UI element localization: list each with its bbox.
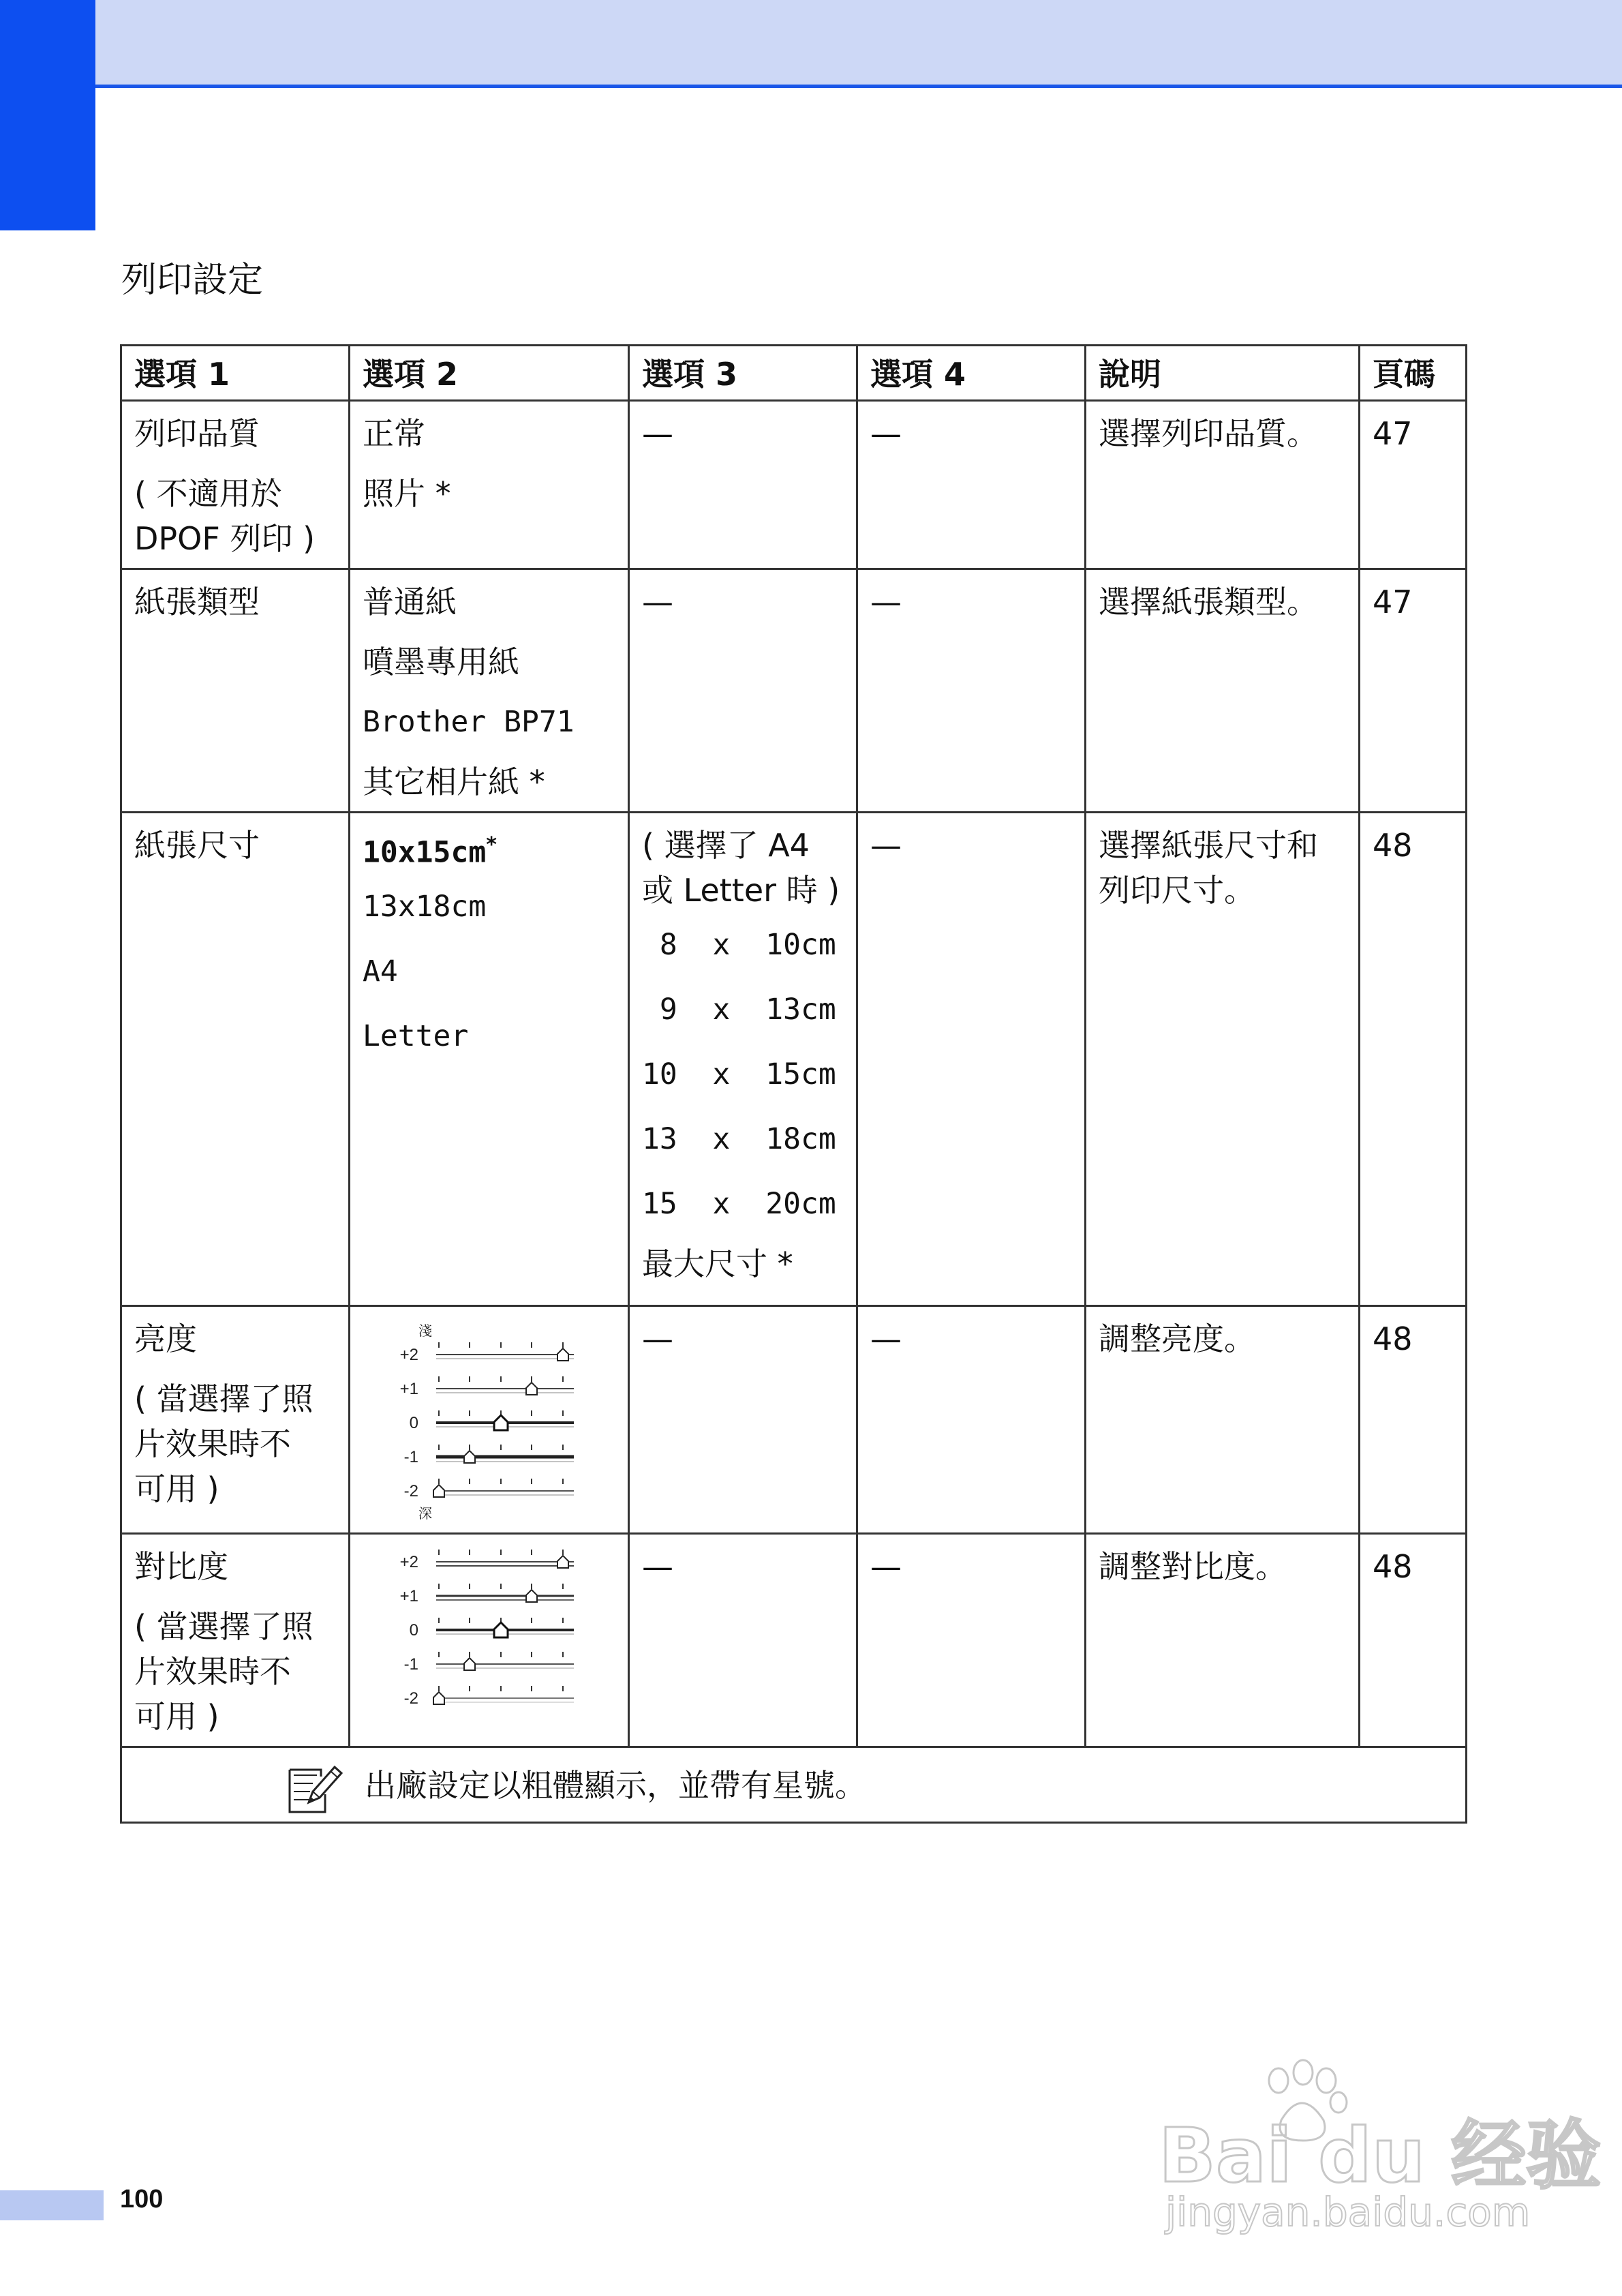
cell-option-2	[350, 1306, 629, 1534]
table-header-row	[121, 346, 1467, 401]
section-title: 列印設定	[121, 260, 264, 301]
slider-knob-icon	[557, 1348, 568, 1361]
option-value: 普通紙	[363, 584, 457, 620]
dash: —	[870, 827, 902, 864]
chapter-tab	[0, 0, 95, 230]
scale-level-label: 0	[409, 1414, 418, 1432]
cell-description	[1086, 401, 1360, 569]
description-line: 選擇紙張尺寸和	[1099, 827, 1318, 864]
option-note-line: 可用 )	[134, 1698, 219, 1735]
print-size-option: 10 x 15cm	[642, 1057, 836, 1091]
header-option-1: 選項 1	[121, 346, 350, 401]
option-title: 紙張類型	[134, 584, 260, 620]
cell-description	[1086, 569, 1360, 813]
print-size-option: 最大尺寸 *	[642, 1245, 793, 1282]
table-note-row	[121, 1747, 1467, 1823]
scale-level-label: -1	[403, 1448, 418, 1466]
table-row-contrast	[121, 1534, 1467, 1747]
print-size-option: 13 x 18cm	[642, 1122, 836, 1156]
dash: —	[870, 584, 902, 620]
brightness-scale	[363, 1320, 567, 1525]
option-value: 13x18cm	[363, 890, 487, 924]
baidu-watermark	[1145, 2052, 1602, 2236]
scale-level-label: -2	[403, 1482, 418, 1500]
cell-option-3	[629, 813, 857, 1306]
dash: —	[642, 1548, 673, 1585]
option-value: A4	[363, 954, 398, 989]
option-note-line: ( 不適用於	[134, 475, 282, 512]
cell-option-4	[857, 1306, 1086, 1534]
brightness-slider-plus-2	[400, 1342, 574, 1364]
cell-option-1	[121, 813, 350, 1306]
contrast-slider-plus-2	[400, 1550, 574, 1571]
contrast-scale	[363, 1548, 567, 1719]
page-number: 100	[120, 2185, 164, 2214]
page-ref: 47	[1373, 584, 1413, 620]
header-option-2: 選項 2	[350, 346, 629, 401]
cell-option-1	[121, 1306, 350, 1534]
slider-knob-icon	[494, 1415, 508, 1430]
brightness-slider-plus-1	[400, 1376, 574, 1398]
option-note-line: 片效果時不	[134, 1425, 291, 1462]
slider-knob-icon	[557, 1556, 568, 1568]
option-note-line: 片效果時不	[134, 1653, 291, 1690]
cell-option-4	[857, 1534, 1086, 1747]
default-size: 10x15cm	[363, 835, 487, 870]
option-value: Letter	[363, 1019, 469, 1054]
option-note-line: ( 當選擇了照	[134, 1380, 313, 1417]
cell-description	[1086, 1306, 1360, 1534]
cell-option-3	[629, 569, 857, 813]
default-asterisk: *	[486, 833, 497, 857]
cell-option-2	[350, 401, 629, 569]
note-cell	[121, 1747, 1467, 1823]
slider-knob-icon	[464, 1451, 475, 1463]
option-title: 紙張尺寸	[134, 827, 260, 864]
slider-knob-icon	[433, 1692, 444, 1704]
scale-level-label: +1	[399, 1380, 418, 1398]
contrast-slider-zero	[410, 1618, 574, 1640]
cell-page	[1360, 813, 1467, 1306]
header-option-4: 選項 4	[857, 346, 1086, 401]
cell-option-2	[350, 1534, 629, 1747]
cell-page	[1360, 401, 1467, 569]
page-ref: 48	[1373, 827, 1413, 864]
option-value: 其它相片紙 *	[363, 764, 545, 800]
option-value: 正常	[363, 415, 425, 452]
cell-option-1	[121, 401, 350, 569]
cell-option-4	[857, 569, 1086, 813]
option-title: 亮度	[134, 1320, 197, 1357]
option-title: 列印品質	[134, 415, 260, 452]
cell-description	[1086, 1534, 1360, 1747]
cell-option-2	[350, 813, 629, 1306]
cell-page	[1360, 569, 1467, 813]
option-note-line: 或 Letter 時 )	[642, 872, 840, 909]
print-size-option: 8 x 10cm	[642, 928, 836, 962]
watermark-brand: Bai du 经验	[1159, 2112, 1602, 2199]
slider-knob-icon	[464, 1658, 475, 1670]
dash: —	[642, 1320, 673, 1357]
slider-knob-icon	[433, 1485, 444, 1497]
scale-level-label: +2	[399, 1346, 418, 1364]
scale-light-label: 淺	[418, 1323, 432, 1339]
scale-level-label: -1	[403, 1655, 418, 1674]
header-band	[0, 0, 1622, 87]
brightness-scale-graphic	[363, 1320, 567, 1525]
scale-level-label: -2	[403, 1689, 418, 1708]
page-ref: 48	[1373, 1548, 1413, 1585]
scale-dark-label: 深	[418, 1505, 432, 1522]
scale-level-label: +2	[399, 1553, 418, 1571]
brightness-slider-minus-1	[404, 1445, 574, 1466]
cell-option-1	[121, 1534, 350, 1747]
header-rule	[95, 85, 1622, 88]
slider-knob-icon	[494, 1622, 508, 1637]
table-row-brightness	[121, 1306, 1467, 1534]
note-pencil-icon	[284, 1760, 341, 1817]
brightness-slider-zero	[410, 1410, 574, 1432]
description-text: 選擇紙張類型。	[1099, 584, 1318, 620]
cell-option-1	[121, 569, 350, 813]
table-row-paper-type	[121, 569, 1467, 813]
cell-option-3	[629, 1534, 857, 1747]
description-line: 列印尺寸。	[1099, 872, 1255, 909]
contrast-slider-minus-2	[404, 1686, 574, 1708]
print-size-option: 15 x 20cm	[642, 1187, 836, 1221]
page-ref: 47	[1373, 415, 1413, 452]
dash: —	[642, 415, 673, 452]
cell-page	[1360, 1306, 1467, 1534]
table-row-print-quality	[121, 401, 1467, 569]
note-text: 出廠設定以粗體顯示，並帶有星號。	[365, 1767, 866, 1804]
header-page: 頁碼	[1360, 346, 1467, 401]
page-ref: 48	[1373, 1320, 1413, 1357]
cell-option-3	[629, 1306, 857, 1534]
option-title: 對比度	[134, 1548, 228, 1585]
dash: —	[870, 1548, 902, 1585]
option-default-value	[363, 823, 617, 875]
header-option-3: 選項 3	[629, 346, 857, 401]
option-value: 照片 *	[363, 475, 451, 512]
page-number-bar	[0, 2190, 104, 2220]
option-value: Brother BP71	[363, 705, 575, 739]
contrast-slider-minus-1	[404, 1652, 574, 1674]
print-settings-table	[120, 344, 1467, 1824]
slider-knob-icon	[526, 1383, 537, 1395]
cell-option-4	[857, 813, 1086, 1306]
print-size-option: 9 x 13cm	[642, 993, 836, 1027]
cell-option-4	[857, 401, 1086, 569]
dash: —	[870, 1320, 902, 1357]
scale-level-label: +1	[399, 1587, 418, 1605]
cell-option-3	[629, 401, 857, 569]
option-value: 噴墨專用紙	[363, 644, 519, 680]
cell-description	[1086, 813, 1360, 1306]
contrast-slider-plus-1	[400, 1584, 574, 1605]
header-description: 說明	[1086, 346, 1360, 401]
slider-knob-icon	[526, 1590, 537, 1602]
option-note-line: 可用 )	[134, 1470, 219, 1507]
cell-page	[1360, 1534, 1467, 1747]
contrast-scale-graphic	[363, 1548, 567, 1719]
option-note-line: DPOF 列印 )	[134, 520, 316, 557]
cell-option-2	[350, 569, 629, 813]
description-text: 調整亮度。	[1099, 1320, 1255, 1357]
dash: —	[870, 415, 902, 452]
description-text: 選擇列印品質。	[1099, 415, 1318, 452]
option-note-line: ( 當選擇了照	[134, 1608, 313, 1645]
watermark-url: jingyan.baidu.com	[1165, 2189, 1531, 2235]
brightness-slider-minus-2	[404, 1479, 574, 1500]
description-text: 調整對比度。	[1099, 1548, 1287, 1585]
option-note-line: ( 選擇了 A4	[642, 827, 810, 864]
table-row-paper-size	[121, 813, 1467, 1306]
dash: —	[642, 584, 673, 620]
scale-level-label: 0	[409, 1621, 418, 1640]
